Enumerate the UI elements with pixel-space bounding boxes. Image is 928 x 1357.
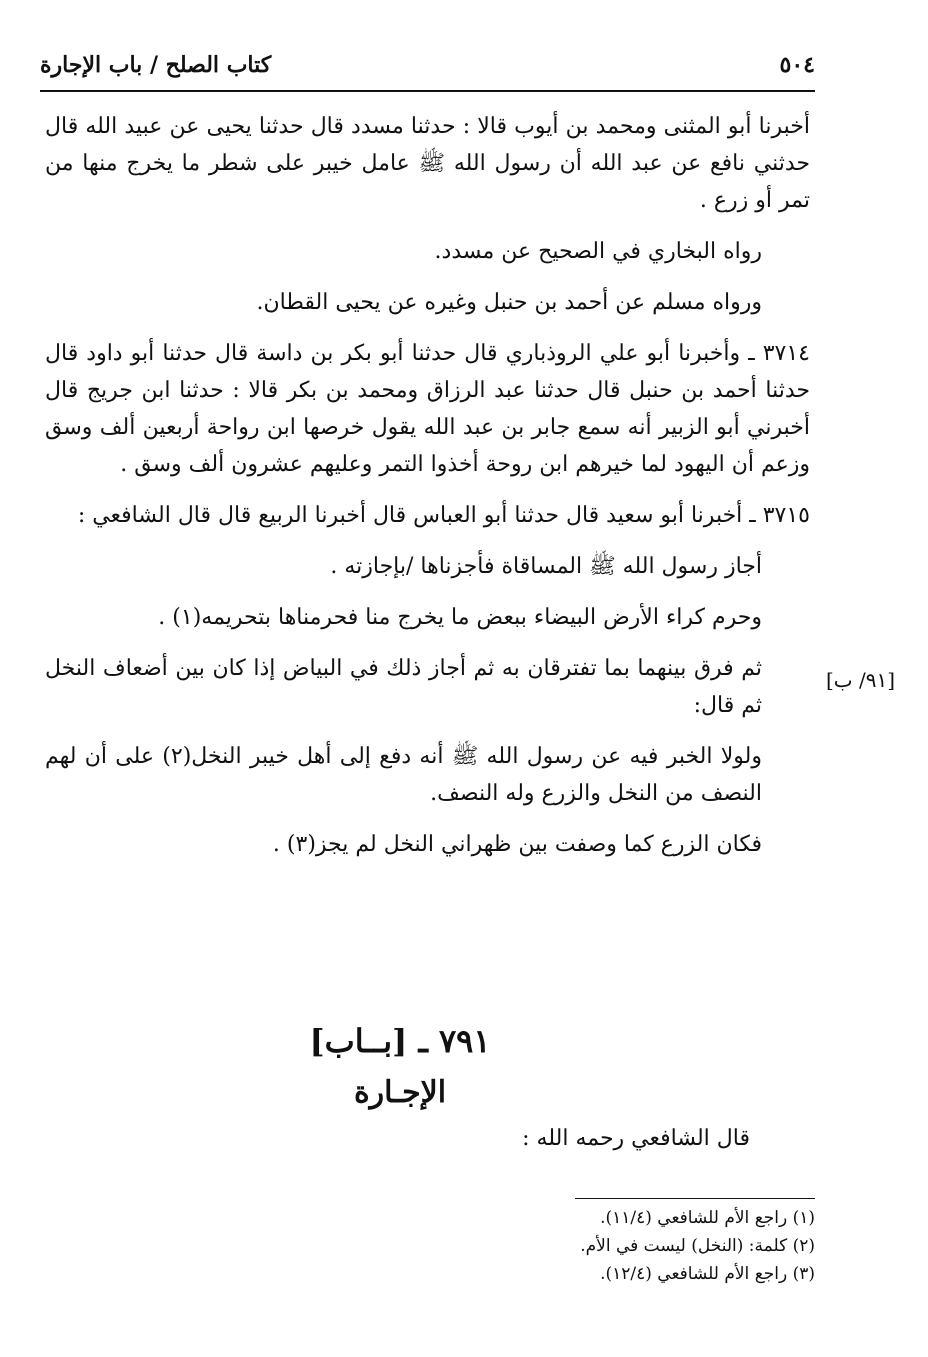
- margin-folio-note: [٩١/ ب]: [825, 668, 895, 692]
- paragraph-khabar: ولولا الخبر فيه عن رسول الله ﷺ أنه دفع إلى أهل خيبر النخل(٢) على أن لهم النصف من النخل والزرع وله النصف.: [45, 744, 762, 806]
- page-number: ٥٠٤: [779, 52, 815, 78]
- paragraph-muslim: ورواه مسلم عن أحمد بن حنبل وغيره عن يحيى القطان.: [256, 290, 762, 315]
- running-title: كتاب الصلح / باب الإجارة: [40, 52, 272, 78]
- paragraph-musaqat: أجاز رسول الله ﷺ المساقاة فأجزناها /بإجازته .: [330, 554, 762, 579]
- header-rule: [40, 90, 815, 92]
- footnote-1: (١) راجع الأم للشافعي (١١/٤).: [600, 1208, 815, 1228]
- chapter-heading: ٧٩١ ـ [بــاب]: [309, 1022, 491, 1060]
- paragraph-hadith-3714: ٣٧١٤ ـ وأخبرنا أبو علي الروذباري قال حدثنا أبو بكر بن داسة قال حدثنا أبو داود قال حدثنا أحمد بن حنبل قال حدثنا عبد الرزاق ومحمد بن بكر قالا : حدثنا ابن جريج قال أخبرني أبو الزبير أنه سمع جابر بن عبد الله يقول خرصها ابن رواحة أربعين ألف وسق وزعم أن اليهود لما خيرهم ابن روحة أخذوا التمر وعليهم عشرون ألف وسق .: [45, 341, 810, 477]
- footnotes: [415, 1204, 815, 1288]
- footnote-2: (٢) كلمة: (النخل) ليست في الأم.: [580, 1236, 815, 1256]
- paragraph-farq: ثم فرق بينهما بما تفترقان به ثم أجاز ذلك في البياض إذا كان بين أضعاف النخل ثم قال:: [45, 656, 762, 718]
- chapter-subtitle: الإجـارة: [353, 1075, 447, 1110]
- body-text: [45, 108, 810, 877]
- running-head: [40, 45, 815, 85]
- paragraph-hadith-intro: أخبرنا أبو المثنى ومحمد بن أيوب قالا : حدثنا مسدد قال حدثنا يحيى عن عبيد الله قال حدثني نافع عن عبد الله أن رسول الله ﷺ عامل خيبر على شطر ما يخرج منها من تمر أو زرع .: [45, 114, 810, 213]
- paragraph-bukhari: رواه البخاري في الصحيح عن مسدد.: [434, 239, 762, 264]
- closing-line: قال الشافعي رحمه الله :: [522, 1126, 750, 1151]
- paragraph-zar: فكان الزرع كما وصفت بين ظهراني النخل لم يجز(٣) .: [272, 832, 762, 857]
- footnote-3: (٣) راجع الأم للشافعي (١٢/٤).: [600, 1264, 815, 1284]
- footnote-rule: [575, 1198, 815, 1199]
- paragraph-hadith-3715: ٣٧١٥ ـ أخبرنا أبو سعيد قال حدثنا أبو العباس قال أخبرنا الربيع قال قال الشافعي :: [77, 503, 810, 528]
- paragraph-kira: وحرم كراء الأرض البيضاء ببعض ما يخرج منا فحرمناها بتحريمه(١) .: [158, 605, 762, 630]
